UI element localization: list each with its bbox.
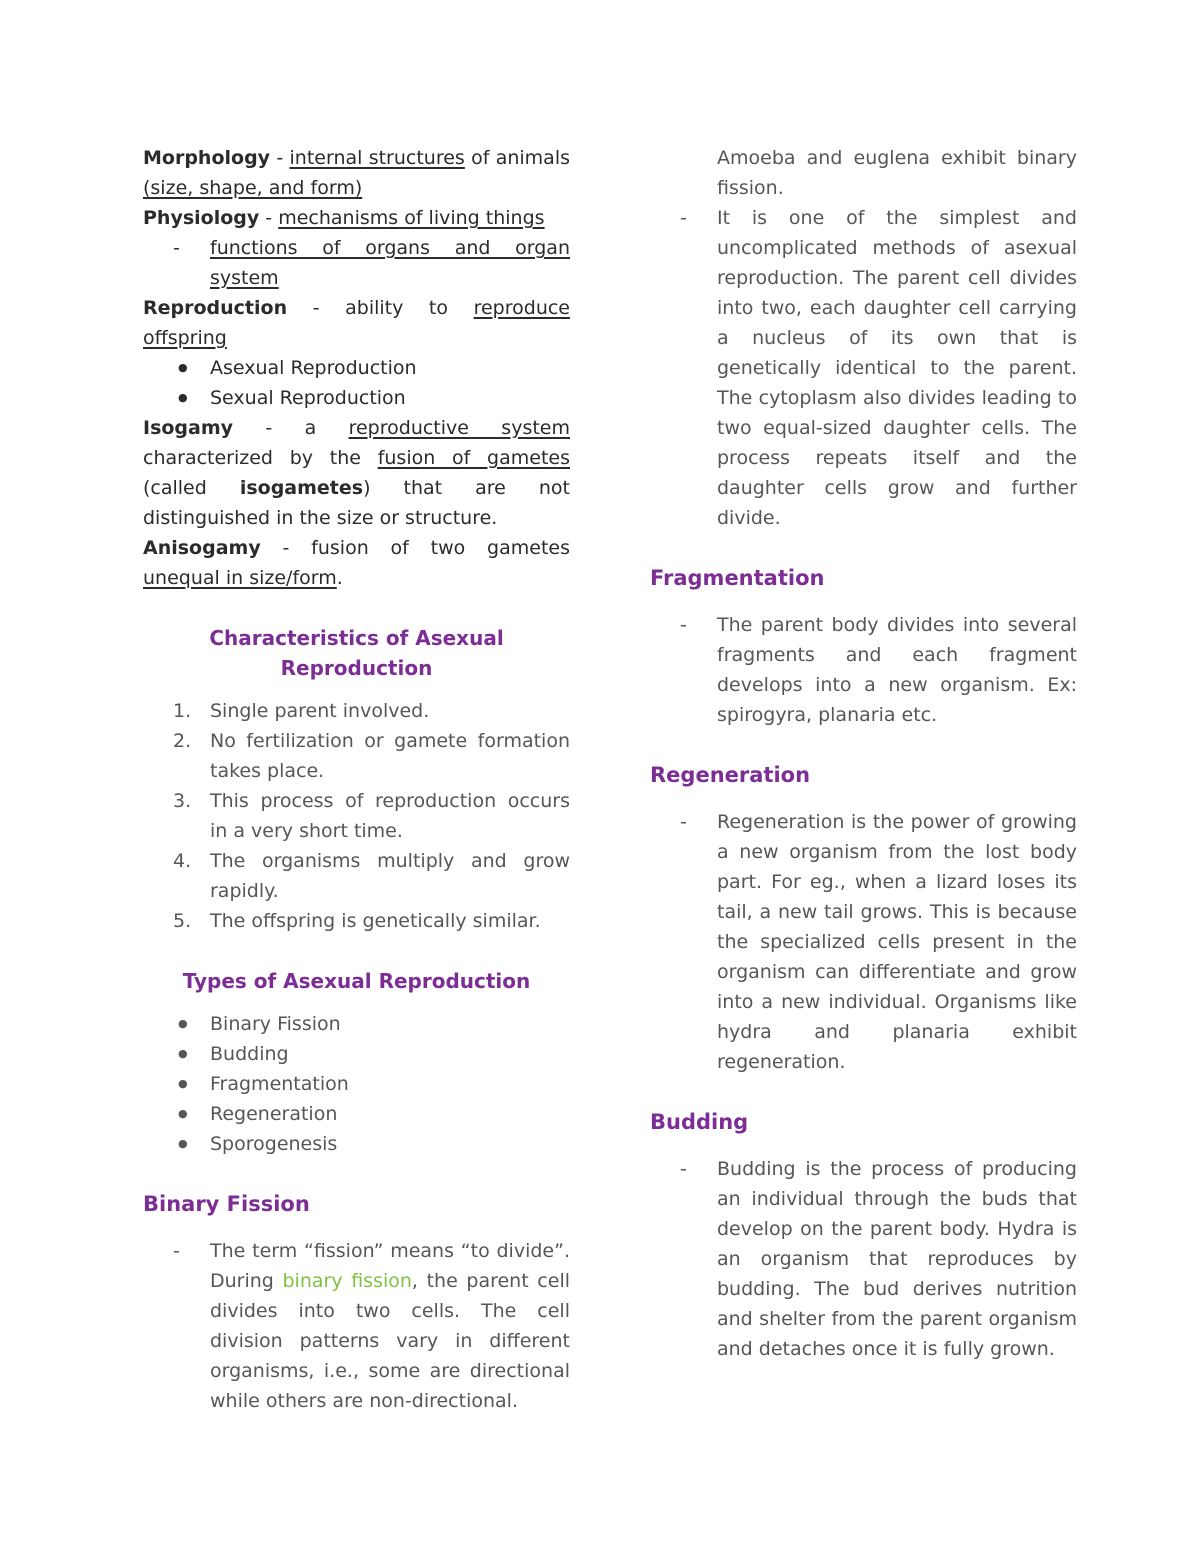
bullet-icon: ● (178, 1077, 188, 1090)
characteristic-item-4 (143, 846, 570, 906)
type-label: Binary Fission (210, 1013, 341, 1035)
bullet-icon: ● (178, 1107, 188, 1120)
type-item-regeneration (143, 1099, 570, 1129)
characteristic-text: No fertilization or gamete formation takes place. (210, 730, 570, 782)
regeneration-text: Regeneration is the power of growing a new organism from the lost body part. For eg., when a lizard loses its tail, a new tail grows. This is because the specialized cells present in the organism can differentiate and grow into a new individual. Organisms like hydra and planaria exhibit regeneration. (717, 811, 1077, 1073)
binary-fission-paragraph-2 (650, 203, 1077, 533)
right-column (650, 143, 1077, 1364)
number-marker: 2. (173, 730, 192, 752)
type-item-binary-fission (143, 1009, 570, 1039)
characteristic-item-5 (143, 906, 570, 936)
physiology-detail-text: functions of organs and organ system (210, 237, 570, 289)
list-item-label: Sexual Reproduction (210, 387, 406, 409)
definition-anisogamy: Anisogamy - fusion of two gametes unequal in size/form. (143, 537, 570, 589)
definition-physiology: Physiology - mechanisms of living things (143, 207, 545, 229)
type-item-sporogenesis (143, 1129, 570, 1159)
definition-morphology: Morphology - internal structures of animals (size, shape, and form) (143, 147, 570, 199)
binary-fission-paragraph (143, 1236, 570, 1416)
list-item-sexual-reproduction (143, 383, 570, 413)
budding-paragraph (650, 1154, 1077, 1364)
characteristic-item-1 (143, 696, 570, 726)
dash-marker: - (680, 207, 687, 229)
heading-characteristics: Characteristics of Asexual Reproduction (209, 626, 504, 680)
type-item-budding (143, 1039, 570, 1069)
binary-fission-text-2: It is one of the simplest and uncomplicated methods of asexual reproduction. The parent cell divides into two, each daughter cell carrying a nucleus of its own that is genetically identical to the parent. The cytoplasm also divides leading to two equal-sized daughter cells. The process repeats itself and the daughter cells grow and further divide. (717, 207, 1077, 529)
heading-binary-fission: Binary Fission (143, 1192, 310, 1216)
characteristic-text: The organisms multiply and grow rapidly. (210, 850, 570, 902)
heading-fragmentation: Fragmentation (650, 566, 825, 590)
number-marker: 4. (173, 850, 192, 872)
regeneration-paragraph (650, 807, 1077, 1077)
list-item-label: Asexual Reproduction (210, 357, 417, 379)
fragmentation-text: The parent body divides into several fragments and each fragment develops into a new organism. Ex: spirogyra, planaria etc. (717, 614, 1077, 726)
type-label: Fragmentation (210, 1073, 349, 1095)
bullet-icon: ● (178, 1137, 188, 1150)
binary-fission-continuation: Amoeba and euglena exhibit binary fission. (717, 147, 1077, 199)
characteristic-text: Single parent involved. (210, 700, 430, 722)
heading-regeneration: Regeneration (650, 763, 811, 787)
dash-marker: - (680, 614, 687, 636)
bullet-icon: ● (178, 361, 188, 374)
type-label: Regeneration (210, 1103, 338, 1125)
left-column (143, 143, 570, 1416)
characteristic-text: This process of reproduction occurs in a very short time. (210, 790, 570, 842)
characteristic-item-3 (143, 786, 570, 846)
bullet-icon: ● (178, 1047, 188, 1060)
list-item-asexual-reproduction (143, 353, 570, 383)
definition-isogamy: Isogamy - a reproductive system characterized by the fusion of gametes (called isogametes) that are not distinguished in the size or structure. (143, 417, 571, 529)
characteristic-item-2 (143, 726, 570, 786)
type-label: Sporogenesis (210, 1133, 338, 1155)
fragmentation-paragraph (650, 610, 1077, 730)
dash-marker: - (680, 1158, 687, 1180)
definition-reproduction: Reproduction - ability to reproduce offspring (143, 297, 570, 349)
dash-marker: - (680, 811, 687, 833)
bullet-icon: ● (178, 391, 188, 404)
characteristic-text: The offspring is genetically similar. (210, 910, 541, 932)
binary-fission-text: The term “fission” means “to divide”. During binary fission, the parent cell divides into two cells. The cell division patterns vary in different organisms, i.e., some are directional while others are non-directional. (210, 1240, 570, 1412)
type-label: Budding (210, 1043, 289, 1065)
budding-text: Budding is the process of producing an individual through the buds that develop on the parent body. Hydra is an organism that reproduces by budding. The bud derives nutrition and shelter from the parent organism and detaches once it is fully grown. (717, 1158, 1077, 1360)
heading-types-of-asexual-reproduction: Types of Asexual Reproduction (182, 969, 531, 993)
number-marker: 3. (173, 790, 192, 812)
type-item-fragmentation (143, 1069, 570, 1099)
number-marker: 5. (173, 910, 192, 932)
bullet-icon: ● (178, 1017, 188, 1030)
heading-budding: Budding (650, 1110, 749, 1134)
physiology-detail-item (143, 233, 570, 293)
dash-marker: - (173, 1240, 180, 1262)
number-marker: 1. (173, 700, 192, 722)
dash-marker: - (173, 237, 180, 259)
